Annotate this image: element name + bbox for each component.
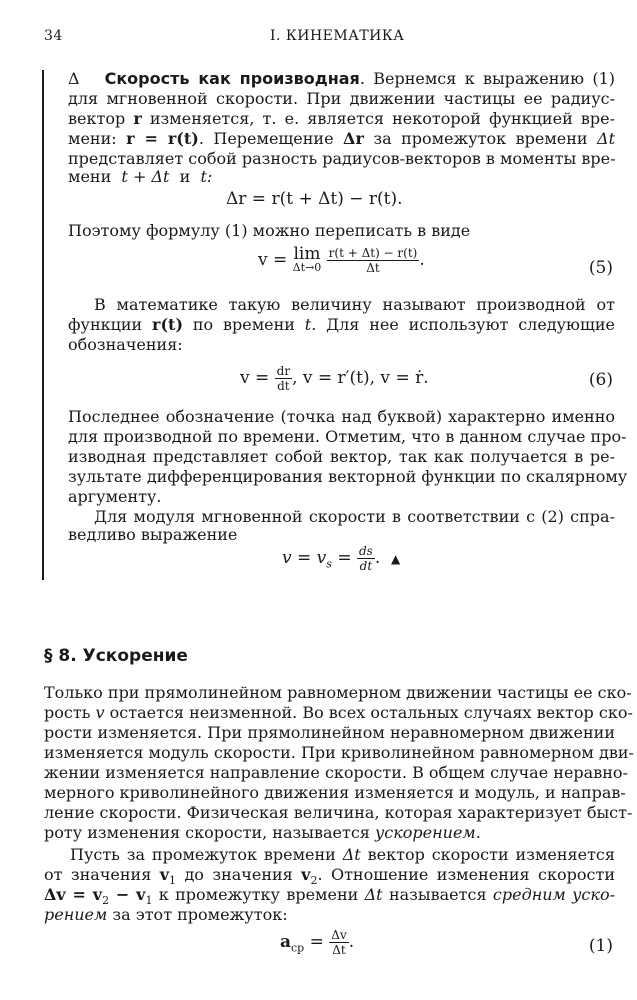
text-line: рости изменяется. При прямолинейном неравномерном движении <box>44 723 615 742</box>
equation-1 <box>280 928 354 957</box>
text-line: обозначения: <box>68 335 183 354</box>
block-marker: Δ <box>68 69 80 88</box>
text-line <box>68 316 615 335</box>
subscript: s <box>326 557 332 571</box>
symbol: − v <box>109 885 146 904</box>
text: остается неизменной. Во всех остальных случаях вектор ско- <box>109 703 633 722</box>
text: мени <box>68 167 112 186</box>
symbol: r(t) <box>152 315 184 334</box>
text: . Перемещение <box>198 129 334 148</box>
numerator: r(t + Δt) − r(t) <box>328 246 418 260</box>
margin-bar <box>42 70 44 580</box>
denominator: Δt <box>366 261 380 275</box>
italic-term: средним уско- <box>492 885 615 904</box>
eq-part: a <box>280 932 292 952</box>
italic-term: ускорением <box>374 823 476 842</box>
text-line: представляет собой разность радиусов-векторов в моменты вре- <box>68 149 616 168</box>
text: мени: <box>68 129 117 148</box>
text: вектор <box>68 109 126 128</box>
symbol: Δr <box>343 129 364 148</box>
symbol: v <box>301 865 311 884</box>
symbol: t <box>304 315 312 334</box>
limit <box>292 243 322 275</box>
text-line: Только при прямолинейном равномерном движении частицы ее ско- <box>44 683 632 702</box>
numerator: Δv <box>331 928 347 942</box>
text: функции <box>68 315 143 334</box>
symbol: Δt <box>342 845 361 864</box>
text: от значения <box>44 865 152 884</box>
text: рость <box>44 703 91 722</box>
text-line: аргументу. <box>68 487 162 506</box>
text-line <box>44 703 633 723</box>
text: Пусть за промежуток времени <box>70 845 336 864</box>
text-line: мерного криволинейного движения изменяется и модуль, и направ- <box>44 783 626 802</box>
text-line: Для модуля мгновенной скорости в соответствии с (2) спра- <box>94 507 615 526</box>
page-number: 34 <box>44 28 63 44</box>
text: роту изменения скорости, называется <box>44 823 370 842</box>
equation-displacement: Δr = r(t + Δt) − r(t). <box>226 189 403 209</box>
eq-part: = <box>331 548 357 568</box>
text-line: ведливо выражение <box>68 525 238 544</box>
running-title: I. КИНЕМАТИКА <box>270 28 405 44</box>
block-title: Скорость как производная <box>104 69 360 88</box>
text-line: жении изменяется направление скорости. В общем случае неравно- <box>44 763 628 782</box>
fraction <box>357 544 375 573</box>
eq-part: , v = r′(t), v = ṙ. <box>292 368 429 388</box>
symbol: v <box>159 865 170 884</box>
text-line: зультате дифференцирования векторной функции по скалярному <box>68 467 628 486</box>
text-line: изводная представляет собой вектор, так как получается в ре- <box>68 447 615 466</box>
eq-part: v = <box>240 368 275 388</box>
eq-part: . <box>348 932 355 952</box>
symbol: r = r(t) <box>126 129 199 148</box>
text: . Вернемся к выражению (1) <box>359 69 615 88</box>
text-line <box>68 70 615 89</box>
numerator: dr <box>276 364 291 378</box>
fraction <box>327 246 420 275</box>
text: до значения <box>184 865 293 884</box>
text: изменяется, т. е. является некоторой функцией вре- <box>149 109 615 128</box>
text: за промежуток времени <box>373 129 588 148</box>
text-line <box>68 130 615 149</box>
text: . Для нее используют следующие <box>311 315 615 334</box>
symbol: v <box>95 703 105 722</box>
symbol: Δt <box>364 885 383 904</box>
denominator: dt <box>359 559 373 573</box>
text-line <box>70 846 615 865</box>
denominator: dt <box>277 379 290 393</box>
equation-6 <box>240 364 429 393</box>
equation-speed-modulus <box>282 544 400 573</box>
text: называется <box>388 885 487 904</box>
text: вектор скорости изменяется <box>367 845 615 864</box>
subscript: 1 <box>145 894 153 908</box>
fraction <box>329 928 348 957</box>
end-triangle-icon: ▲ <box>391 552 401 566</box>
subscript: ср <box>291 941 305 955</box>
symbol: Δv = v <box>44 885 103 904</box>
subscript: 2 <box>310 874 318 888</box>
eq-part: = <box>304 932 330 952</box>
equation-5 <box>258 243 425 275</box>
limit-under: Δt→0 <box>292 260 322 274</box>
limit-word: lim <box>293 243 321 264</box>
text-line: для производной по времени. Отметим, что в данном случае про- <box>68 427 627 446</box>
text: к промежутку времени <box>158 885 359 904</box>
fraction <box>275 364 292 393</box>
symbol: Δt <box>597 129 616 148</box>
eq-part: v = v <box>282 548 327 568</box>
symbol: t: <box>200 167 213 186</box>
denominator: Δt <box>332 943 346 957</box>
numerator: ds <box>358 544 373 558</box>
text: . <box>475 823 481 842</box>
equation-number: (6) <box>588 370 613 390</box>
text-line <box>68 110 615 129</box>
eq-part: . <box>419 250 425 270</box>
subscript: 2 <box>102 894 110 908</box>
text: по времени <box>192 315 295 334</box>
text-line: ление скорости. Физическая величина, которая характеризует быст- <box>44 803 633 822</box>
text-line <box>44 824 615 843</box>
subscript: 1 <box>169 874 177 888</box>
text-line: Последнее обозначение (точка над буквой) характерно именно <box>68 407 615 426</box>
text-line: изменяется модуль скорости. При криволинейном равномерном дви- <box>44 743 634 762</box>
section-heading: § 8. Ускорение <box>44 646 188 666</box>
text-line <box>44 906 615 925</box>
equation-number: (5) <box>588 258 613 278</box>
symbol: r <box>133 109 142 128</box>
text: . Отношение изменения скорости <box>317 865 615 884</box>
equation-number: (1) <box>588 936 613 956</box>
text-line <box>68 168 615 187</box>
eq-part: v = <box>258 250 293 270</box>
text: за этот промежуток: <box>112 905 288 924</box>
eq-part: . <box>374 548 381 568</box>
text-line: Поэтому формулу (1) можно переписать в виде <box>68 221 471 240</box>
italic-term: рением <box>44 905 108 924</box>
text: и <box>179 167 191 186</box>
text-line: для мгновенной скорости. При движении частицы ее радиус- <box>68 89 615 108</box>
text-line: В математике такую величину называют производной от <box>94 295 615 314</box>
symbol: t + Δt <box>121 167 170 186</box>
